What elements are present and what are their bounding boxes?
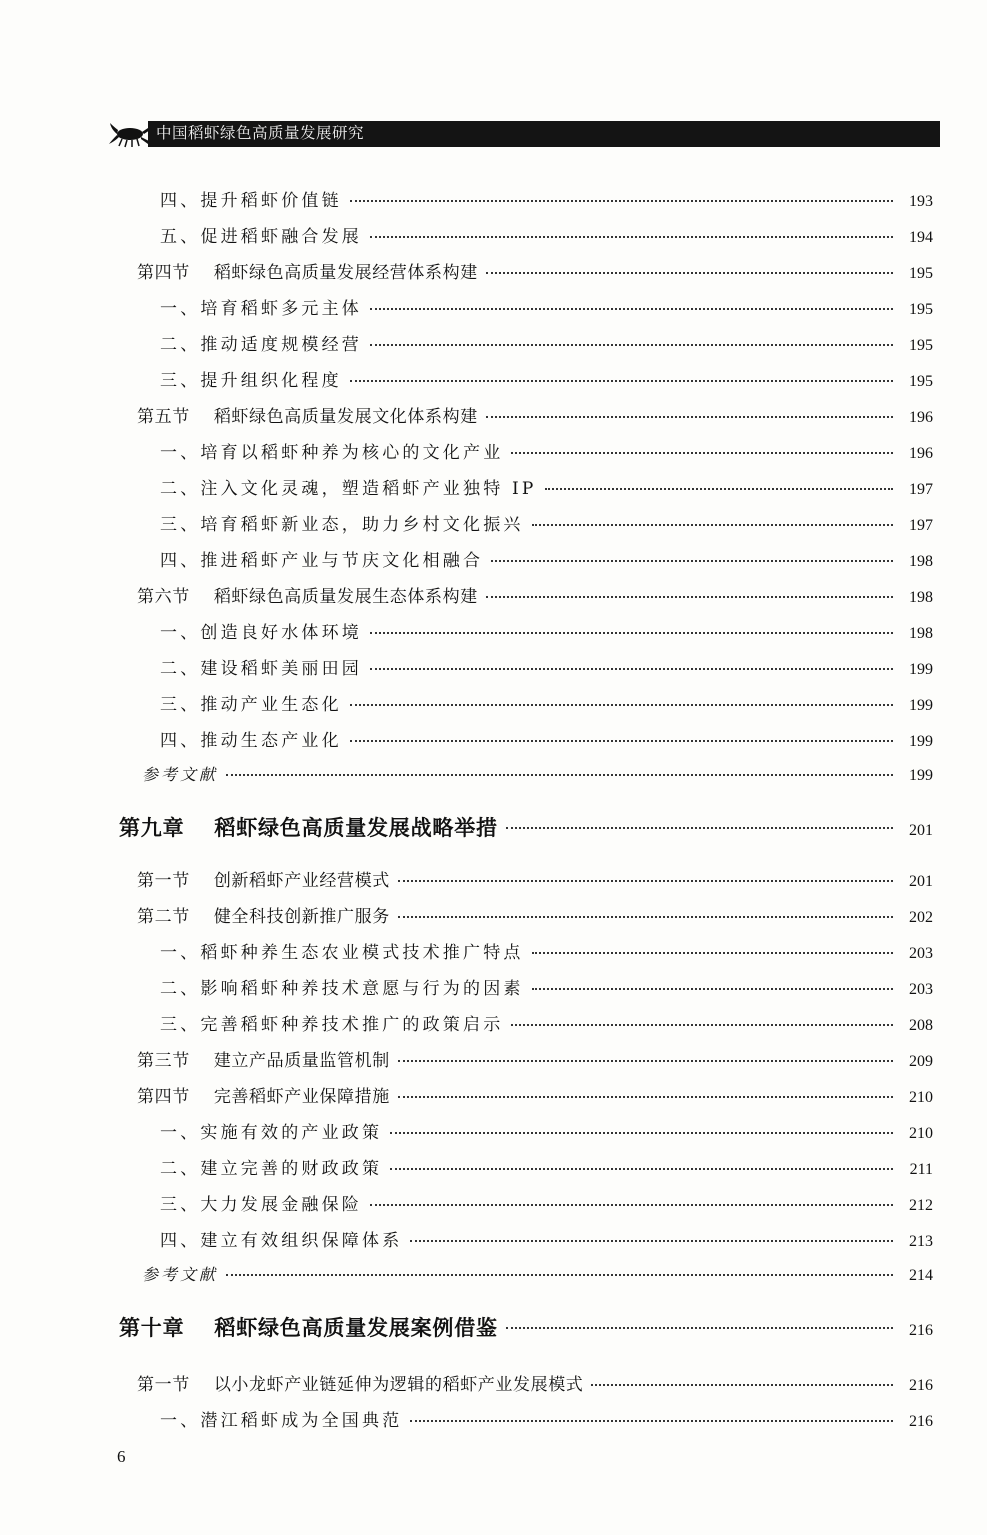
- toc-page-number: 201: [909, 873, 933, 890]
- toc-entry-title: [137, 402, 478, 427]
- toc-entry-title: [119, 812, 498, 842]
- toc-entry-title: [160, 974, 524, 999]
- toc-section-row[interactable]: [137, 866, 933, 891]
- toc-item-row[interactable]: [160, 438, 933, 463]
- toc-entry-label: 四、提升稻虾价值链: [160, 191, 342, 211]
- leader-dots: [398, 916, 893, 918]
- crayfish-icon: [108, 118, 152, 148]
- toc-page-number: 194: [909, 229, 933, 246]
- toc-item-row[interactable]: [160, 330, 933, 355]
- leader-dots: [370, 308, 893, 310]
- toc-entry-title: [160, 222, 362, 247]
- toc-section-row[interactable]: [137, 258, 933, 283]
- toc-entry-label: 三、培育稻虾新业态，助力乡村文化振兴: [160, 515, 524, 535]
- toc-item-row[interactable]: [160, 1226, 933, 1251]
- toc-entry-title: [160, 438, 503, 463]
- toc-entry-number: 第十章: [119, 1316, 185, 1340]
- toc-section-row[interactable]: [137, 1046, 933, 1071]
- toc-entry-title: [160, 690, 342, 715]
- leader-dots: [532, 524, 893, 526]
- toc-page-number: 198: [909, 625, 933, 642]
- toc-entry-title: [160, 510, 524, 535]
- toc-entry-number: 第四节: [137, 1087, 190, 1107]
- toc-section-row[interactable]: [137, 1082, 933, 1107]
- toc-page-number: 197: [909, 481, 933, 498]
- toc-entry-title: [137, 582, 478, 607]
- toc-page-number: 196: [909, 409, 933, 426]
- toc-entry-number: 第九章: [119, 816, 185, 840]
- toc-entry-label: 稻虾绿色高质量发展战略举措: [214, 816, 498, 840]
- toc-entry-title: [160, 330, 362, 355]
- toc-entry-number: 第一节: [137, 871, 190, 891]
- toc-page-number: 195: [909, 373, 933, 390]
- leader-dots: [370, 1204, 893, 1206]
- toc-entry-title: [160, 186, 342, 211]
- toc-item-row[interactable]: [160, 690, 933, 715]
- toc-item-row[interactable]: [160, 546, 933, 571]
- toc-page-number: 216: [909, 1413, 933, 1430]
- leader-dots: [532, 988, 893, 990]
- leader-dots: [511, 1024, 893, 1026]
- toc-entry-title: [160, 1154, 382, 1179]
- toc-entry-label: 创新稻虾产业经营模式: [213, 871, 390, 891]
- toc-page-number: 203: [909, 945, 933, 962]
- toc-entry-number: 第四节: [137, 263, 190, 283]
- toc-entry-label: 二、影响稻虾种养技术意愿与行为的因素: [160, 979, 524, 999]
- leader-dots: [410, 1240, 893, 1242]
- toc-item-row[interactable]: [160, 366, 933, 391]
- toc-entry-title: [160, 294, 362, 319]
- toc-item-row[interactable]: [160, 474, 933, 499]
- toc-entry-title: [137, 1046, 390, 1071]
- leader-dots: [545, 488, 893, 490]
- toc-page-number: 198: [909, 553, 933, 570]
- toc-entry-label: 健全科技创新推广服务: [213, 907, 390, 927]
- toc-entry-title: [137, 866, 390, 891]
- toc-entry-title: [160, 474, 537, 499]
- leader-dots: [486, 596, 893, 598]
- toc-page-number: 199: [909, 661, 933, 678]
- toc-page-number: 216: [909, 1322, 933, 1339]
- leader-dots: [491, 560, 893, 562]
- toc-entry-label: 参考文献: [142, 765, 219, 784]
- toc-item-row[interactable]: [160, 726, 933, 751]
- leader-dots: [410, 1420, 893, 1422]
- toc-chapter-row[interactable]: [119, 812, 933, 842]
- toc-entry-title: [137, 1370, 583, 1395]
- toc-item-row[interactable]: [160, 222, 933, 247]
- leader-dots: [591, 1384, 893, 1386]
- leader-dots: [486, 416, 893, 418]
- toc-references-row[interactable]: [142, 762, 933, 785]
- toc-page-number: 198: [909, 589, 933, 606]
- leader-dots: [390, 1168, 893, 1170]
- toc-entry-label: 以小龙虾产业链延伸为逻辑的稻虾产业发展模式: [213, 1375, 584, 1395]
- leader-dots: [350, 380, 893, 382]
- leader-dots: [390, 1132, 893, 1134]
- toc-item-row[interactable]: [160, 974, 933, 999]
- toc-entry-label: 完善稻虾产业保障措施: [213, 1087, 390, 1107]
- toc-entry-title: [160, 654, 362, 679]
- toc-page-number: 209: [909, 1053, 933, 1070]
- leader-dots: [511, 452, 893, 454]
- toc-page-number: 214: [909, 1267, 933, 1284]
- toc-page-number: 211: [909, 1161, 933, 1178]
- toc-entry-number: 第二节: [137, 907, 190, 927]
- toc-section-row[interactable]: [137, 402, 933, 427]
- toc-entry-title: [160, 726, 342, 751]
- leader-dots: [226, 774, 893, 776]
- toc-entry-label: 三、推动产业生态化: [160, 695, 342, 715]
- toc-page-number: 199: [909, 697, 933, 714]
- toc-page-number: 195: [909, 301, 933, 318]
- leader-dots: [532, 952, 893, 954]
- toc-page-number: 197: [909, 517, 933, 534]
- toc-page-number: 203: [909, 981, 933, 998]
- toc-page-number: 196: [909, 445, 933, 462]
- toc-page-number: 199: [909, 767, 933, 784]
- toc-page-number: 201: [909, 822, 933, 839]
- toc-section-row[interactable]: [137, 902, 933, 927]
- toc-item-row[interactable]: [160, 1154, 933, 1179]
- toc-page-number: 208: [909, 1017, 933, 1034]
- toc-item-row[interactable]: [160, 938, 933, 963]
- leader-dots: [350, 200, 893, 202]
- toc-item-row[interactable]: [160, 654, 933, 679]
- toc-page-number: 210: [909, 1089, 933, 1106]
- toc-item-row[interactable]: [160, 510, 933, 535]
- toc-entry-title: [160, 1226, 402, 1251]
- toc-entry-label: 一、稻虾种养生态农业模式技术推广特点: [160, 943, 524, 963]
- header-rule: [148, 145, 940, 147]
- toc-entry-label: 参考文献: [142, 1265, 219, 1284]
- toc-entry-label: 三、大力发展金融保险: [160, 1195, 362, 1215]
- toc-page-number: 202: [909, 909, 933, 926]
- toc-entry-label: 三、提升组织化程度: [160, 371, 342, 391]
- toc-item-row[interactable]: [160, 1118, 933, 1143]
- toc-entry-label: 四、推动生态产业化: [160, 731, 342, 751]
- toc-entry-label: 二、推动适度规模经营: [160, 335, 362, 355]
- toc-entry-label: 建立产品质量监管机制: [213, 1051, 390, 1071]
- toc-entry-label: 二、建立完善的财政政策: [160, 1159, 383, 1179]
- toc-entry-title: [119, 1312, 498, 1342]
- leader-dots: [370, 236, 893, 238]
- leader-dots: [398, 1096, 893, 1098]
- toc-entry-title: [160, 938, 524, 963]
- toc-entry-title: [160, 546, 483, 571]
- leader-dots: [486, 272, 893, 274]
- toc-entry-number: 第一节: [137, 1375, 190, 1395]
- toc-entry-title: [160, 1190, 362, 1215]
- toc-section-row[interactable]: [137, 1370, 933, 1395]
- leader-dots: [506, 827, 893, 829]
- toc-entry-title: [142, 1262, 218, 1285]
- toc-entry-number: 第六节: [137, 587, 190, 607]
- toc-entry-label: 五、促进稻虾融合发展: [160, 227, 362, 247]
- toc-entry-label: 稻虾绿色高质量发展文化体系构建: [213, 407, 478, 427]
- leader-dots: [370, 344, 893, 346]
- toc-entry-label: 四、建立有效组织保障体系: [160, 1231, 403, 1251]
- toc-entry-label: 一、实施有效的产业政策: [160, 1123, 383, 1143]
- leader-dots: [226, 1274, 893, 1276]
- toc-item-row[interactable]: [160, 618, 933, 643]
- toc-page-number: 213: [909, 1233, 933, 1250]
- toc-page-number: 210: [909, 1125, 933, 1142]
- toc-entry-label: 三、完善稻虾种养技术推广的政策启示: [160, 1015, 504, 1035]
- toc-item-row[interactable]: [160, 1406, 933, 1431]
- toc-entry-label: 一、潜江稻虾成为全国典范: [160, 1411, 403, 1431]
- toc-entry-number: 第三节: [137, 1051, 190, 1071]
- toc-page-number: 212: [909, 1197, 933, 1214]
- toc-entry-label: 一、创造良好水体环境: [160, 623, 362, 643]
- toc-references-row[interactable]: [142, 1262, 933, 1285]
- toc-item-row[interactable]: [160, 1010, 933, 1035]
- toc-section-row[interactable]: [137, 582, 933, 607]
- toc-entry-title: [142, 762, 218, 785]
- toc-item-row[interactable]: [160, 1190, 933, 1215]
- toc-entry-label: 稻虾绿色高质量发展经营体系构建: [213, 263, 478, 283]
- page-number: 6: [117, 1447, 126, 1466]
- leader-dots: [398, 1060, 893, 1062]
- toc-chapter-row[interactable]: [119, 1312, 933, 1342]
- toc-entry-label: 稻虾绿色高质量发展案例借鉴: [214, 1316, 498, 1340]
- toc-entry-title: [137, 258, 478, 283]
- toc-item-row[interactable]: [160, 186, 933, 211]
- toc-page-number: 195: [909, 265, 933, 282]
- toc-entry-label: 二、建设稻虾美丽田园: [160, 659, 362, 679]
- leader-dots: [370, 668, 893, 670]
- toc-entry-title: [160, 366, 342, 391]
- toc-page-number: 195: [909, 337, 933, 354]
- toc-entry-label: 二、注入文化灵魂，塑造稻虾产业独特 IP: [160, 479, 537, 499]
- toc-entry-label: 一、培育以稻虾种养为核心的文化产业: [160, 443, 504, 463]
- toc-page-number: 216: [909, 1377, 933, 1394]
- leader-dots: [350, 740, 893, 742]
- toc-entry-title: [137, 1082, 390, 1107]
- toc-entry-number: 第五节: [137, 407, 190, 427]
- running-header: [108, 118, 940, 148]
- toc-entry-label: 四、推进稻虾产业与节庆文化相融合: [160, 551, 484, 571]
- toc-entry-title: [160, 618, 362, 643]
- toc-item-row[interactable]: [160, 294, 933, 319]
- leader-dots: [506, 1327, 893, 1329]
- toc-page-number: 199: [909, 733, 933, 750]
- leader-dots: [370, 632, 893, 634]
- toc-page-number: 193: [909, 193, 933, 210]
- header-title: 中国稻虾绿色高质量发展研究: [148, 121, 940, 145]
- toc-entry-label: 稻虾绿色高质量发展生态体系构建: [213, 587, 478, 607]
- leader-dots: [350, 704, 893, 706]
- toc-entry-label: 一、培育稻虾多元主体: [160, 299, 362, 319]
- toc-entry-title: [160, 1118, 382, 1143]
- toc-entry-title: [137, 902, 390, 927]
- leader-dots: [398, 880, 893, 882]
- toc-entry-title: [160, 1010, 503, 1035]
- toc-entry-title: [160, 1406, 402, 1431]
